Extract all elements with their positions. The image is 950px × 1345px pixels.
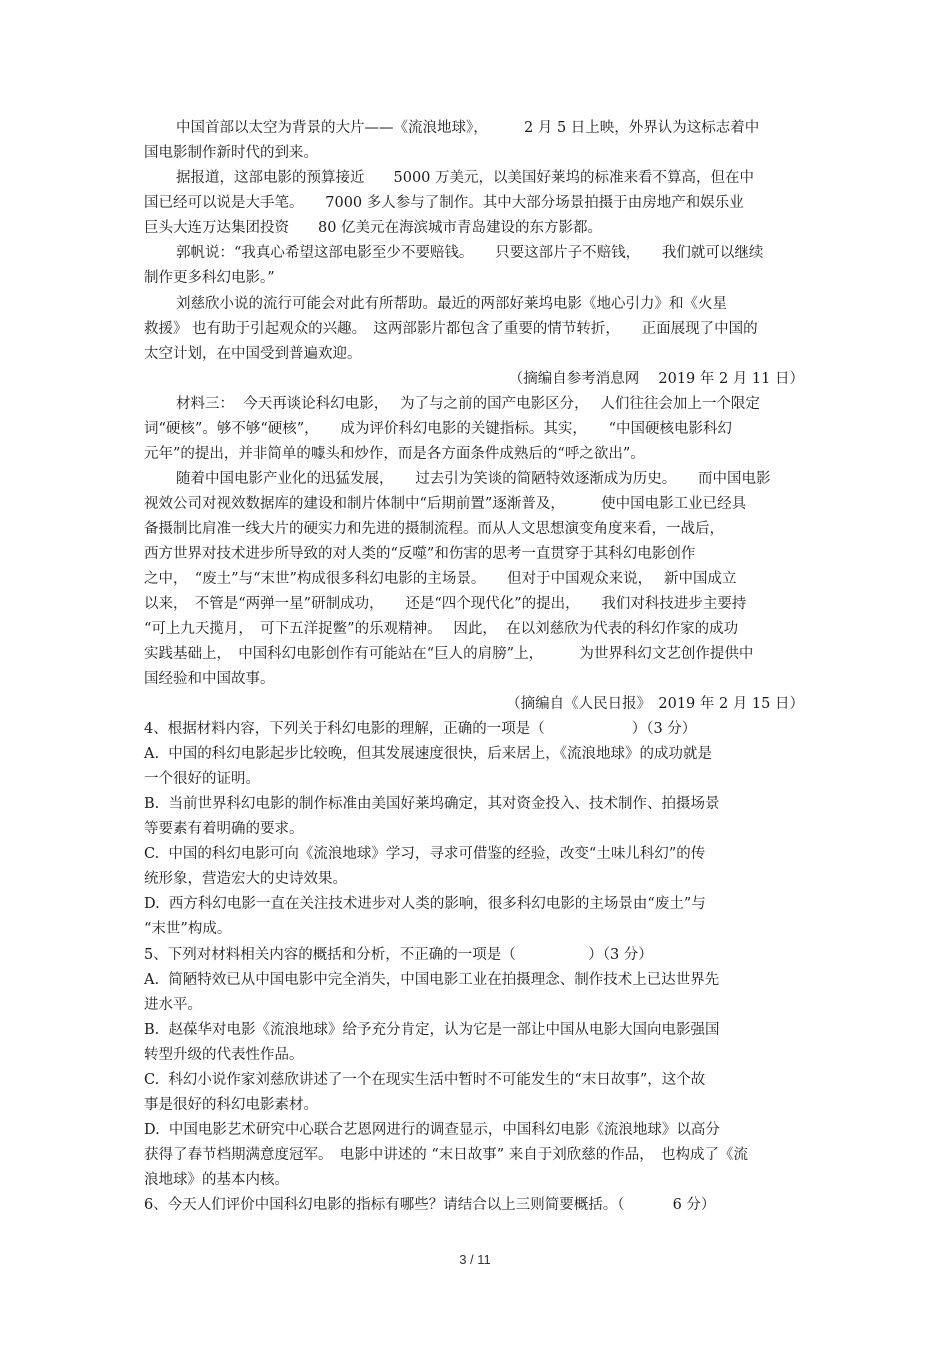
passage-line: 刘慈欣小说的流行可能会对此有所帮助。最近的两部好莱坞电影《地心引力》和《火星 (176, 296, 727, 312)
option-line: A. 中国的科幻电影起步比较晚，但其发展速度很快，后来居上，《流浪地球》的成功就是 (144, 746, 713, 762)
option-line: C. 中国的科幻电影可向《流浪地球》学习，寻求可借鉴的经验，改变“土味儿科幻”的传 (144, 846, 706, 862)
option-line: 获得了春节档期满意度冠军。 电影中讲述的 “末日故事” 来自于刘欣慈的作品， 也构成了《流 (144, 1147, 749, 1163)
passage-line: 备摄制比肩准一线大片的硬实力和先进的摄制流程。而从人文思想演变角度来看，一战后， (144, 521, 724, 537)
passage-line: 随着中国电影产业化的迅猛发展， 过去引为笑谈的简陋特效逐渐成为历史。 而中国电影 (176, 471, 771, 487)
passage-line: 太空计划，在中国受到普遍欢迎。 (144, 346, 362, 362)
option-line: C. 科幻小说作家刘慈欣讲述了一个在现实生活中暂时不可能发生的“末日故事”，这个故 (144, 1072, 706, 1088)
option-line: D. 中国电影艺术研究中心联合艺恩网进行的调查显示，中国科幻电影《流浪地球》以高分 (144, 1122, 720, 1138)
passage-line: 救援》 也有助于引起观众的兴趣。 这两部影片都包含了重要的情节转折， 正面展现了中国的 (144, 321, 758, 337)
option-line: A. 简陋特效已从中国电影中完全消失，中国电影工业在拍摄理念、制作技术上已达世界先 (144, 972, 720, 988)
passage-line: 材料三： 今天再谈论科幻电影， 为了与之前的国产电影区分， 人们往往会加上一个限定 (176, 396, 760, 412)
option-line: 统形象，营造宏大的史诗效果。 (144, 871, 347, 887)
option-line: 一个很好的证明。 (144, 771, 260, 787)
passage-line: 词“硬核”。够不够“硬核”， 成为评价科幻电影的关键指标。其实， “中国硬核电影科幻 (144, 421, 733, 437)
option-line: B. 当前世界科幻电影的制作标准由美国好莱坞确定，其对资金投入、技术制作、拍摄场景 (144, 796, 720, 812)
source-citation: （摘编自参考消息网 2019 年 2 月 11 日） (508, 371, 804, 387)
passage-line: 国电影制作新时代的到来。 (144, 145, 318, 161)
option-line: 等要素有着明确的要求。 (144, 821, 304, 837)
passage-line: “可上九天揽月， 可下五洋捉鳖”的乐观精神。 因此， 在以刘慈欣为代表的科幻作家的成功 (144, 621, 739, 637)
option-line: 事是很好的科幻电影素材。 (144, 1097, 318, 1113)
passage-line: 视效公司对视效数据库的建设和制片体制中“后期前置”逐渐普及， 使中国电影工业已经具 (144, 496, 747, 512)
option-line: B. 赵葆华对电影《流浪地球》给予充分肯定，认为它是一部让中国从电影大国向电影强国 (144, 1022, 720, 1038)
passage-line: 国已经可以说是大手笔。 7000 多人参与了制作。其中大部分场景拍摄于由房地产和娱乐业 (144, 195, 744, 211)
question-stem: 4、根据材料内容，下列关于科幻电影的理解，正确的一项是（ ）（3 分） (144, 721, 697, 737)
passage-line: 之中， “废土”与“末世”构成很多科幻电影的主场景。 但对于中国观众来说， 新中国成立 (144, 571, 737, 587)
passage-line: 国经验和中国故事。 (144, 671, 275, 687)
option-line: 进水平。 (144, 997, 202, 1013)
question-stem: 6、今天人们评价中国科幻电影的指标有哪些？请结合以上三则简要概括。（ 6 分） (144, 1197, 716, 1213)
question-stem: 5、下列对材料相关内容的概括和分析，不正确的一项是（ ）（3 分） (144, 947, 653, 963)
passage-line: 巨头大连万达集团投资 80 亿美元在海滨城市青岛建设的东方影都。 (144, 220, 603, 236)
source-citation: （摘编自《人民日报》 2019 年 2 月 15 日） (506, 696, 804, 712)
passage-line: 郭帆说：“我真心希望这部电影至少不要赔钱。 只要这部片子不赔钱， 我们就可以继续 (176, 245, 764, 261)
passage-line: 中国首部以太空为背景的大片——《流浪地球》， 2 月 5 日上映，外界认为这标志着中 (176, 120, 760, 136)
passage-line: 制作更多科幻电影。” (144, 270, 275, 286)
option-line: D. 西方科幻电影一直在关注技术进步对人类的影响，很多科幻电影的主场景由“废土”与 (144, 896, 706, 912)
passage-line: 据报道，这部电影的预算接近 5000 万美元，以美国好莱坞的标准来看不算高，但在中 (176, 170, 755, 186)
passage-line: 元年”的提出，并非简单的噱头和炒作，而是各方面条件成熟后的“呼之欲出”。 (144, 446, 645, 462)
passage-line: 实践基础上， 中国科幻电影创作有可能站在“巨人的肩膀”上， 为世界科幻文艺创作提供中 (144, 646, 754, 662)
passage-line: 西方世界对技术进步所导致的对人类的“反噬”和伤害的思考一直贯穿于其科幻电影创作 (144, 546, 696, 562)
page-number: 3 / 11 (459, 1252, 491, 1267)
option-line: 浪地球》的基本内核。 (144, 1172, 289, 1188)
passage-line: 以来， 不管是“两弹一星”研制成功， 还是“四个现代化”的提出， 我们对科技进步主要持 (144, 596, 747, 612)
option-line: “末世”构成。 (144, 921, 232, 937)
option-line: 转型升级的代表性作品。 (144, 1047, 304, 1063)
